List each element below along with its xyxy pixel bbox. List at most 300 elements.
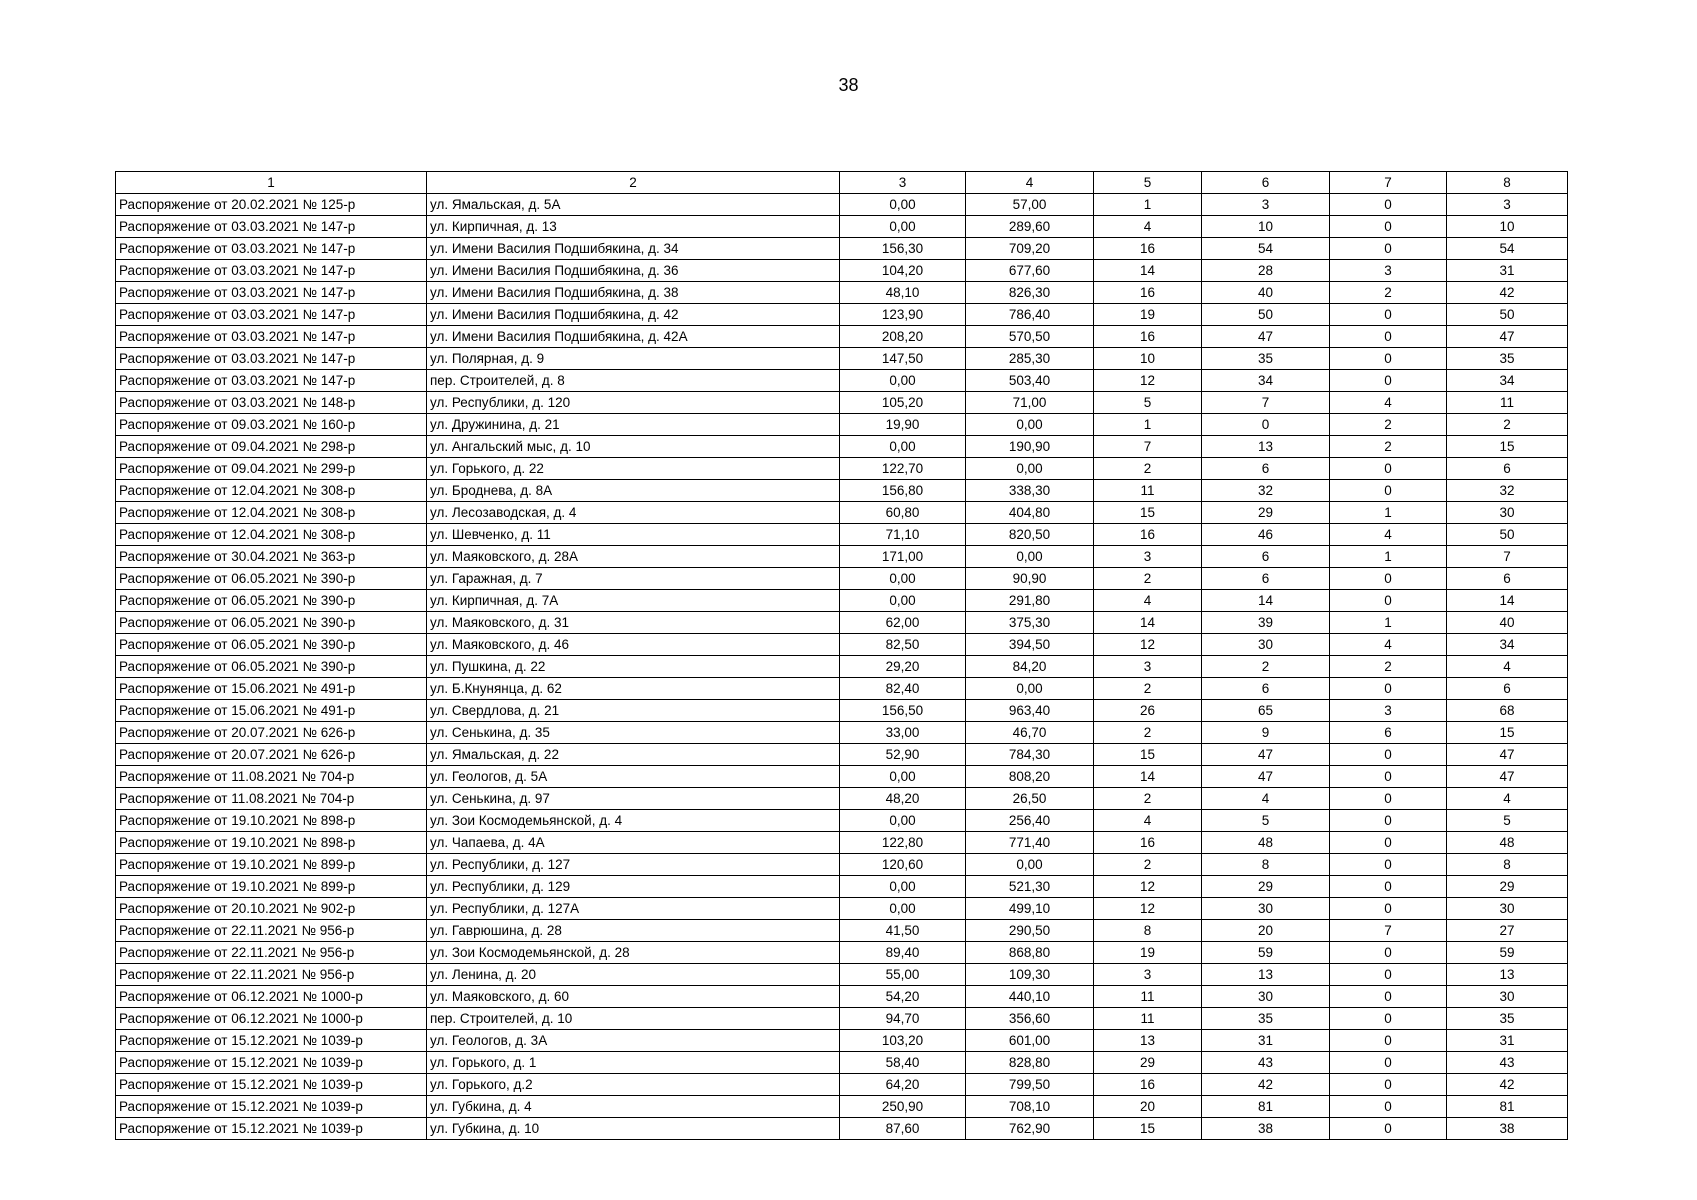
value-col8-cell: 11 xyxy=(1447,392,1568,414)
order-cell: Распоряжение от 09.04.2021 № 299-р xyxy=(116,458,427,480)
value-col8-cell: 31 xyxy=(1447,260,1568,282)
value-col3-cell: 19,90 xyxy=(840,414,966,436)
value-col7-cell: 0 xyxy=(1330,898,1447,920)
value-col5-cell: 2 xyxy=(1094,788,1202,810)
value-col5-cell: 15 xyxy=(1094,744,1202,766)
value-col4-cell: 291,80 xyxy=(966,590,1094,612)
table-row xyxy=(116,744,1568,766)
value-col7-cell: 0 xyxy=(1330,986,1447,1008)
address-cell: ул. Горького, д.2 xyxy=(427,1074,840,1096)
table-row xyxy=(116,810,1568,832)
column-number-cell: 1 xyxy=(116,172,427,194)
address-cell: ул. Дружинина, д. 21 xyxy=(427,414,840,436)
value-col8-cell: 38 xyxy=(1447,1118,1568,1140)
value-col5-cell: 16 xyxy=(1094,832,1202,854)
value-col7-cell: 0 xyxy=(1330,942,1447,964)
address-cell: ул. Маяковского, д. 46 xyxy=(427,634,840,656)
table-row xyxy=(116,832,1568,854)
value-col7-cell: 2 xyxy=(1330,436,1447,458)
value-col8-cell: 59 xyxy=(1447,942,1568,964)
value-col5-cell: 19 xyxy=(1094,304,1202,326)
value-col5-cell: 14 xyxy=(1094,260,1202,282)
value-col6-cell: 47 xyxy=(1202,326,1330,348)
value-col6-cell: 32 xyxy=(1202,480,1330,502)
value-col8-cell: 47 xyxy=(1447,766,1568,788)
value-col6-cell: 30 xyxy=(1202,634,1330,656)
table-row xyxy=(116,216,1568,238)
value-col8-cell: 2 xyxy=(1447,414,1568,436)
value-col8-cell: 4 xyxy=(1447,788,1568,810)
value-col4-cell: 784,30 xyxy=(966,744,1094,766)
value-col3-cell: 123,90 xyxy=(840,304,966,326)
value-col7-cell: 0 xyxy=(1330,304,1447,326)
value-col7-cell: 0 xyxy=(1330,1096,1447,1118)
value-col6-cell: 81 xyxy=(1202,1096,1330,1118)
value-col7-cell: 4 xyxy=(1330,392,1447,414)
address-cell: ул. Гаражная, д. 7 xyxy=(427,568,840,590)
value-col7-cell: 0 xyxy=(1330,810,1447,832)
order-cell: Распоряжение от 06.05.2021 № 390-р xyxy=(116,656,427,678)
value-col7-cell: 1 xyxy=(1330,546,1447,568)
value-col8-cell: 32 xyxy=(1447,480,1568,502)
value-col3-cell: 48,20 xyxy=(840,788,966,810)
value-col3-cell: 52,90 xyxy=(840,744,966,766)
value-col7-cell: 2 xyxy=(1330,282,1447,304)
order-cell: Распоряжение от 06.12.2021 № 1000-р xyxy=(116,1008,427,1030)
value-col3-cell: 0,00 xyxy=(840,370,966,392)
value-col4-cell: 786,40 xyxy=(966,304,1094,326)
value-col6-cell: 29 xyxy=(1202,876,1330,898)
table-row xyxy=(116,348,1568,370)
value-col7-cell: 0 xyxy=(1330,1030,1447,1052)
column-number-cell: 2 xyxy=(427,172,840,194)
order-cell: Распоряжение от 20.02.2021 № 125-р xyxy=(116,194,427,216)
value-col6-cell: 47 xyxy=(1202,744,1330,766)
order-cell: Распоряжение от 12.04.2021 № 308-р xyxy=(116,524,427,546)
table-row xyxy=(116,1074,1568,1096)
order-cell: Распоряжение от 03.03.2021 № 147-р xyxy=(116,370,427,392)
order-cell: Распоряжение от 15.12.2021 № 1039-р xyxy=(116,1052,427,1074)
table-row xyxy=(116,898,1568,920)
value-col5-cell: 5 xyxy=(1094,392,1202,414)
address-cell: ул. Б.Кнунянца, д. 62 xyxy=(427,678,840,700)
value-col8-cell: 48 xyxy=(1447,832,1568,854)
address-cell: ул. Республики, д. 127 xyxy=(427,854,840,876)
value-col6-cell: 30 xyxy=(1202,986,1330,1008)
address-cell: ул. Маяковского, д. 31 xyxy=(427,612,840,634)
address-cell: ул. Губкина, д. 10 xyxy=(427,1118,840,1140)
value-col3-cell: 87,60 xyxy=(840,1118,966,1140)
order-cell: Распоряжение от 19.10.2021 № 898-р xyxy=(116,832,427,854)
value-col7-cell: 0 xyxy=(1330,744,1447,766)
value-col6-cell: 8 xyxy=(1202,854,1330,876)
order-cell: Распоряжение от 09.04.2021 № 298-р xyxy=(116,436,427,458)
value-col8-cell: 14 xyxy=(1447,590,1568,612)
order-cell: Распоряжение от 09.03.2021 № 160-р xyxy=(116,414,427,436)
order-cell: Распоряжение от 11.08.2021 № 704-р xyxy=(116,788,427,810)
value-col3-cell: 122,70 xyxy=(840,458,966,480)
value-col4-cell: 708,10 xyxy=(966,1096,1094,1118)
value-col4-cell: 440,10 xyxy=(966,986,1094,1008)
value-col6-cell: 50 xyxy=(1202,304,1330,326)
order-cell: Распоряжение от 03.03.2021 № 147-р xyxy=(116,216,427,238)
value-col7-cell: 0 xyxy=(1330,788,1447,810)
value-col3-cell: 171,00 xyxy=(840,546,966,568)
address-cell: ул. Ангальский мыс, д. 10 xyxy=(427,436,840,458)
value-col8-cell: 50 xyxy=(1447,304,1568,326)
table-row xyxy=(116,964,1568,986)
value-col7-cell: 3 xyxy=(1330,260,1447,282)
table-row xyxy=(116,260,1568,282)
value-col4-cell: 190,90 xyxy=(966,436,1094,458)
order-cell: Распоряжение от 03.03.2021 № 147-р xyxy=(116,348,427,370)
value-col6-cell: 0 xyxy=(1202,414,1330,436)
value-col3-cell: 0,00 xyxy=(840,194,966,216)
table-row xyxy=(116,1030,1568,1052)
value-col6-cell: 59 xyxy=(1202,942,1330,964)
address-cell: ул. Гаврюшина, д. 28 xyxy=(427,920,840,942)
value-col4-cell: 709,20 xyxy=(966,238,1094,260)
value-col4-cell: 808,20 xyxy=(966,766,1094,788)
value-col8-cell: 13 xyxy=(1447,964,1568,986)
value-col5-cell: 11 xyxy=(1094,480,1202,502)
value-col5-cell: 12 xyxy=(1094,876,1202,898)
table-row xyxy=(116,436,1568,458)
value-col7-cell: 3 xyxy=(1330,700,1447,722)
value-col3-cell: 0,00 xyxy=(840,568,966,590)
value-col5-cell: 29 xyxy=(1094,1052,1202,1074)
table-row xyxy=(116,1096,1568,1118)
value-col5-cell: 3 xyxy=(1094,546,1202,568)
value-col6-cell: 13 xyxy=(1202,964,1330,986)
value-col6-cell: 42 xyxy=(1202,1074,1330,1096)
order-cell: Распоряжение от 15.12.2021 № 1039-р xyxy=(116,1096,427,1118)
value-col8-cell: 81 xyxy=(1447,1096,1568,1118)
address-cell: ул. Маяковского, д. 60 xyxy=(427,986,840,1008)
value-col8-cell: 47 xyxy=(1447,326,1568,348)
value-col8-cell: 3 xyxy=(1447,194,1568,216)
value-col5-cell: 2 xyxy=(1094,678,1202,700)
value-col3-cell: 156,30 xyxy=(840,238,966,260)
order-cell: Распоряжение от 20.07.2021 № 626-р xyxy=(116,722,427,744)
value-col4-cell: 0,00 xyxy=(966,678,1094,700)
column-number-cell: 4 xyxy=(966,172,1094,194)
order-cell: Распоряжение от 20.07.2021 № 626-р xyxy=(116,744,427,766)
value-col7-cell: 0 xyxy=(1330,238,1447,260)
value-col4-cell: 963,40 xyxy=(966,700,1094,722)
value-col4-cell: 820,50 xyxy=(966,524,1094,546)
value-col4-cell: 0,00 xyxy=(966,546,1094,568)
table-row xyxy=(116,590,1568,612)
value-col5-cell: 2 xyxy=(1094,854,1202,876)
column-number-cell: 7 xyxy=(1330,172,1447,194)
value-col3-cell: 120,60 xyxy=(840,854,966,876)
value-col6-cell: 29 xyxy=(1202,502,1330,524)
value-col5-cell: 4 xyxy=(1094,810,1202,832)
order-cell: Распоряжение от 06.05.2021 № 390-р xyxy=(116,568,427,590)
value-col6-cell: 4 xyxy=(1202,788,1330,810)
value-col8-cell: 7 xyxy=(1447,546,1568,568)
address-cell: ул. Маяковского, д. 28А xyxy=(427,546,840,568)
value-col4-cell: 828,80 xyxy=(966,1052,1094,1074)
value-col3-cell: 0,00 xyxy=(840,216,966,238)
value-col7-cell: 2 xyxy=(1330,414,1447,436)
value-col5-cell: 16 xyxy=(1094,524,1202,546)
order-cell: Распоряжение от 19.10.2021 № 898-р xyxy=(116,810,427,832)
address-cell: ул. Кирпичная, д. 7А xyxy=(427,590,840,612)
value-col5-cell: 12 xyxy=(1094,370,1202,392)
value-col7-cell: 0 xyxy=(1330,832,1447,854)
value-col6-cell: 6 xyxy=(1202,546,1330,568)
table-row xyxy=(116,700,1568,722)
address-cell: ул. Лесозаводская, д. 4 xyxy=(427,502,840,524)
value-col6-cell: 5 xyxy=(1202,810,1330,832)
value-col3-cell: 55,00 xyxy=(840,964,966,986)
value-col4-cell: 290,50 xyxy=(966,920,1094,942)
column-number-cell: 6 xyxy=(1202,172,1330,194)
order-cell: Распоряжение от 12.04.2021 № 308-р xyxy=(116,502,427,524)
value-col5-cell: 12 xyxy=(1094,634,1202,656)
value-col4-cell: 375,30 xyxy=(966,612,1094,634)
column-number-cell: 5 xyxy=(1094,172,1202,194)
value-col5-cell: 15 xyxy=(1094,502,1202,524)
value-col3-cell: 82,50 xyxy=(840,634,966,656)
value-col6-cell: 6 xyxy=(1202,458,1330,480)
value-col6-cell: 7 xyxy=(1202,392,1330,414)
value-col8-cell: 15 xyxy=(1447,436,1568,458)
table-row xyxy=(116,546,1568,568)
value-col7-cell: 4 xyxy=(1330,524,1447,546)
address-cell: ул. Зои Космодемьянской, д. 28 xyxy=(427,942,840,964)
order-cell: Распоряжение от 19.10.2021 № 899-р xyxy=(116,876,427,898)
value-col4-cell: 71,00 xyxy=(966,392,1094,414)
value-col4-cell: 0,00 xyxy=(966,854,1094,876)
value-col6-cell: 40 xyxy=(1202,282,1330,304)
table-row xyxy=(116,370,1568,392)
value-col8-cell: 4 xyxy=(1447,656,1568,678)
value-col4-cell: 0,00 xyxy=(966,458,1094,480)
value-col4-cell: 338,30 xyxy=(966,480,1094,502)
value-col7-cell: 0 xyxy=(1330,876,1447,898)
value-col4-cell: 601,00 xyxy=(966,1030,1094,1052)
value-col8-cell: 42 xyxy=(1447,1074,1568,1096)
table-row xyxy=(116,1008,1568,1030)
value-col7-cell: 1 xyxy=(1330,612,1447,634)
value-col7-cell: 6 xyxy=(1330,722,1447,744)
value-col3-cell: 103,20 xyxy=(840,1030,966,1052)
value-col8-cell: 54 xyxy=(1447,238,1568,260)
value-col8-cell: 50 xyxy=(1447,524,1568,546)
value-col8-cell: 30 xyxy=(1447,986,1568,1008)
value-col7-cell: 0 xyxy=(1330,370,1447,392)
table-row xyxy=(116,788,1568,810)
value-col7-cell: 0 xyxy=(1330,348,1447,370)
value-col7-cell: 0 xyxy=(1330,766,1447,788)
address-cell: ул. Полярная, д. 9 xyxy=(427,348,840,370)
order-cell: Распоряжение от 19.10.2021 № 899-р xyxy=(116,854,427,876)
value-col3-cell: 41,50 xyxy=(840,920,966,942)
value-col3-cell: 0,00 xyxy=(840,810,966,832)
value-col4-cell: 799,50 xyxy=(966,1074,1094,1096)
value-col6-cell: 31 xyxy=(1202,1030,1330,1052)
value-col8-cell: 27 xyxy=(1447,920,1568,942)
table-row xyxy=(116,1118,1568,1140)
value-col6-cell: 35 xyxy=(1202,1008,1330,1030)
value-col5-cell: 2 xyxy=(1094,458,1202,480)
address-cell: ул. Шевченко, д. 11 xyxy=(427,524,840,546)
value-col8-cell: 6 xyxy=(1447,568,1568,590)
value-col5-cell: 8 xyxy=(1094,920,1202,942)
value-col7-cell: 0 xyxy=(1330,590,1447,612)
order-cell: Распоряжение от 11.08.2021 № 704-р xyxy=(116,766,427,788)
value-col4-cell: 570,50 xyxy=(966,326,1094,348)
value-col6-cell: 35 xyxy=(1202,348,1330,370)
value-col5-cell: 10 xyxy=(1094,348,1202,370)
value-col5-cell: 1 xyxy=(1094,414,1202,436)
value-col3-cell: 89,40 xyxy=(840,942,966,964)
value-col5-cell: 26 xyxy=(1094,700,1202,722)
value-col5-cell: 1 xyxy=(1094,194,1202,216)
value-col5-cell: 3 xyxy=(1094,656,1202,678)
address-cell: ул. Сенькина, д. 97 xyxy=(427,788,840,810)
address-cell: ул. Свердлова, д. 21 xyxy=(427,700,840,722)
value-col5-cell: 15 xyxy=(1094,1118,1202,1140)
table-row xyxy=(116,766,1568,788)
value-col4-cell: 356,60 xyxy=(966,1008,1094,1030)
value-col3-cell: 0,00 xyxy=(840,590,966,612)
value-col7-cell: 0 xyxy=(1330,458,1447,480)
value-col3-cell: 82,40 xyxy=(840,678,966,700)
value-col5-cell: 2 xyxy=(1094,568,1202,590)
value-col3-cell: 0,00 xyxy=(840,876,966,898)
value-col4-cell: 404,80 xyxy=(966,502,1094,524)
order-cell: Распоряжение от 12.04.2021 № 308-р xyxy=(116,480,427,502)
table-row xyxy=(116,304,1568,326)
value-col5-cell: 12 xyxy=(1094,898,1202,920)
value-col3-cell: 0,00 xyxy=(840,766,966,788)
value-col8-cell: 47 xyxy=(1447,744,1568,766)
address-cell: ул. Имени Василия Подшибякина, д. 42А xyxy=(427,326,840,348)
table-row xyxy=(116,414,1568,436)
address-cell: ул. Ямальская, д. 22 xyxy=(427,744,840,766)
value-col8-cell: 40 xyxy=(1447,612,1568,634)
value-col6-cell: 2 xyxy=(1202,656,1330,678)
value-col7-cell: 0 xyxy=(1330,568,1447,590)
address-cell: ул. Броднева, д. 8А xyxy=(427,480,840,502)
value-col4-cell: 499,10 xyxy=(966,898,1094,920)
table-row xyxy=(116,1052,1568,1074)
address-cell: ул. Ямальская, д. 5А xyxy=(427,194,840,216)
value-col4-cell: 677,60 xyxy=(966,260,1094,282)
value-col3-cell: 58,40 xyxy=(840,1052,966,1074)
table-row xyxy=(116,612,1568,634)
value-col8-cell: 15 xyxy=(1447,722,1568,744)
value-col6-cell: 9 xyxy=(1202,722,1330,744)
value-col4-cell: 285,30 xyxy=(966,348,1094,370)
value-col3-cell: 71,10 xyxy=(840,524,966,546)
value-col7-cell: 0 xyxy=(1330,678,1447,700)
column-number-cell: 8 xyxy=(1447,172,1568,194)
value-col3-cell: 105,20 xyxy=(840,392,966,414)
value-col3-cell: 64,20 xyxy=(840,1074,966,1096)
order-cell: Распоряжение от 22.11.2021 № 956-р xyxy=(116,964,427,986)
order-cell: Распоряжение от 15.12.2021 № 1039-р xyxy=(116,1030,427,1052)
value-col7-cell: 0 xyxy=(1330,854,1447,876)
value-col5-cell: 16 xyxy=(1094,282,1202,304)
value-col3-cell: 62,00 xyxy=(840,612,966,634)
value-col5-cell: 16 xyxy=(1094,1074,1202,1096)
value-col3-cell: 104,20 xyxy=(840,260,966,282)
value-col6-cell: 46 xyxy=(1202,524,1330,546)
table-row xyxy=(116,502,1568,524)
value-col4-cell: 46,70 xyxy=(966,722,1094,744)
value-col8-cell: 68 xyxy=(1447,700,1568,722)
order-cell: Распоряжение от 06.05.2021 № 390-р xyxy=(116,612,427,634)
value-col8-cell: 34 xyxy=(1447,634,1568,656)
value-col8-cell: 35 xyxy=(1447,348,1568,370)
value-col6-cell: 3 xyxy=(1202,194,1330,216)
value-col8-cell: 35 xyxy=(1447,1008,1568,1030)
table-row xyxy=(116,942,1568,964)
value-col7-cell: 0 xyxy=(1330,1118,1447,1140)
value-col7-cell: 0 xyxy=(1330,326,1447,348)
value-col3-cell: 48,10 xyxy=(840,282,966,304)
value-col5-cell: 16 xyxy=(1094,326,1202,348)
value-col8-cell: 31 xyxy=(1447,1030,1568,1052)
value-col4-cell: 0,00 xyxy=(966,414,1094,436)
value-col6-cell: 14 xyxy=(1202,590,1330,612)
value-col5-cell: 20 xyxy=(1094,1096,1202,1118)
value-col6-cell: 54 xyxy=(1202,238,1330,260)
table-row xyxy=(116,282,1568,304)
value-col3-cell: 156,50 xyxy=(840,700,966,722)
table-row xyxy=(116,634,1568,656)
value-col4-cell: 90,90 xyxy=(966,568,1094,590)
table-row xyxy=(116,986,1568,1008)
order-cell: Распоряжение от 03.03.2021 № 147-р xyxy=(116,304,427,326)
address-cell: ул. Горького, д. 1 xyxy=(427,1052,840,1074)
order-cell: Распоряжение от 22.11.2021 № 956-р xyxy=(116,942,427,964)
value-col4-cell: 394,50 xyxy=(966,634,1094,656)
order-cell: Распоряжение от 03.03.2021 № 147-р xyxy=(116,326,427,348)
value-col7-cell: 0 xyxy=(1330,1052,1447,1074)
value-col7-cell: 0 xyxy=(1330,964,1447,986)
table-row xyxy=(116,568,1568,590)
value-col6-cell: 6 xyxy=(1202,568,1330,590)
value-col8-cell: 6 xyxy=(1447,678,1568,700)
value-col3-cell: 147,50 xyxy=(840,348,966,370)
value-col4-cell: 289,60 xyxy=(966,216,1094,238)
data-table xyxy=(115,171,1568,1140)
value-col5-cell: 14 xyxy=(1094,766,1202,788)
address-cell: ул. Ленина, д. 20 xyxy=(427,964,840,986)
value-col7-cell: 0 xyxy=(1330,194,1447,216)
order-cell: Распоряжение от 03.03.2021 № 147-р xyxy=(116,238,427,260)
value-col7-cell: 0 xyxy=(1330,1008,1447,1030)
value-col8-cell: 30 xyxy=(1447,502,1568,524)
order-cell: Распоряжение от 03.03.2021 № 148-р xyxy=(116,392,427,414)
value-col6-cell: 38 xyxy=(1202,1118,1330,1140)
order-cell: Распоряжение от 30.04.2021 № 363-р xyxy=(116,546,427,568)
value-col6-cell: 30 xyxy=(1202,898,1330,920)
address-cell: ул. Сенькина, д. 35 xyxy=(427,722,840,744)
address-cell: ул. Имени Василия Подшибякина, д. 36 xyxy=(427,260,840,282)
value-col7-cell: 2 xyxy=(1330,656,1447,678)
value-col3-cell: 208,20 xyxy=(840,326,966,348)
value-col6-cell: 43 xyxy=(1202,1052,1330,1074)
value-col5-cell: 16 xyxy=(1094,238,1202,260)
table-row xyxy=(116,920,1568,942)
